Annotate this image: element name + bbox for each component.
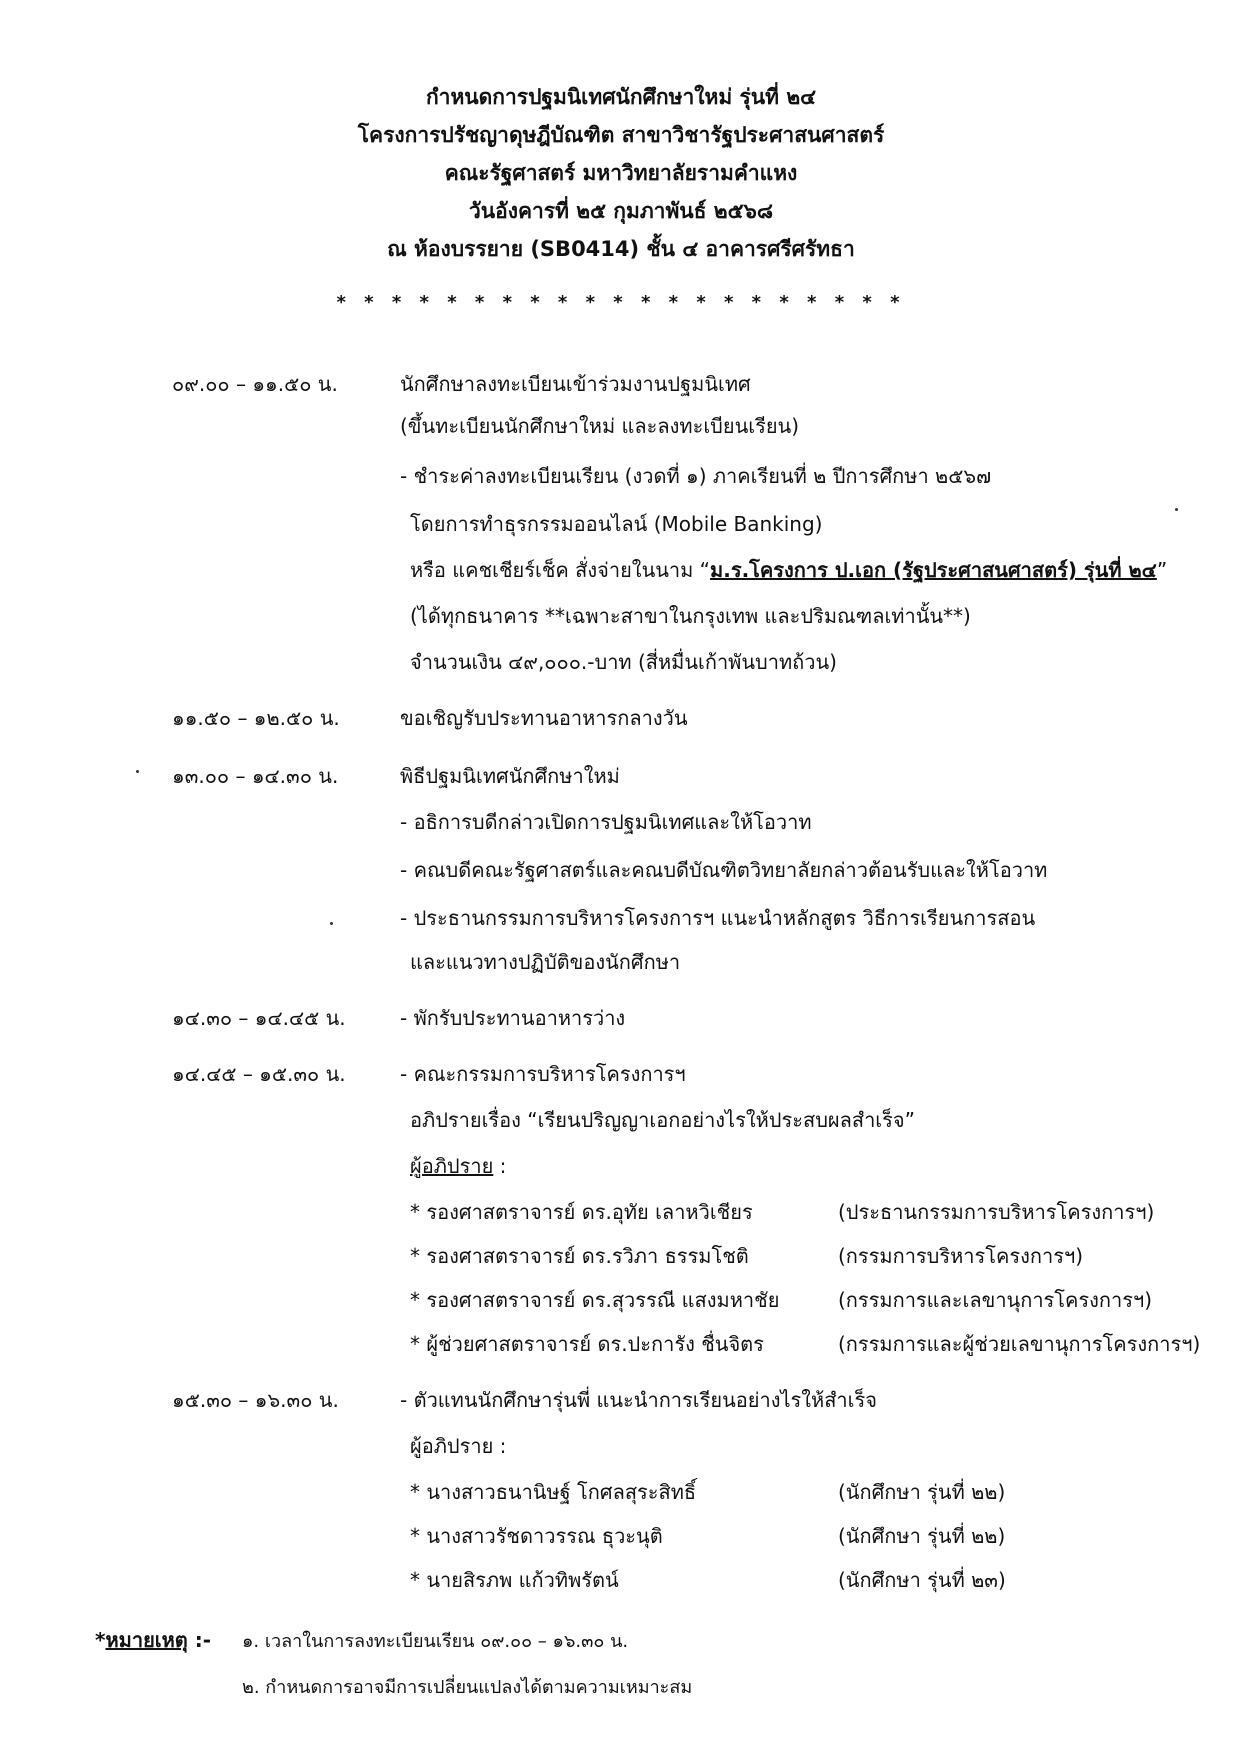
header-date: วันอังคารที่ ๒๕ กุมภาพันธ์ ๒๕๖๘ — [468, 199, 774, 223]
cheque-prefix: หรือ แคชเชียร์เช็ค สั่งจ่ายในนาม “ — [410, 558, 711, 582]
session-1-subtitle: (ขึ้นทะเบียนนักศึกษาใหม่ และลงทะเบียนเรียน) — [400, 414, 800, 438]
session-6-speaker-name: * นางสาวธนานิษฐ์ โกศลสุระสิทธิ์ — [410, 1480, 697, 1504]
note-item-2: ๒. กำหนดการอาจมีการเปลี่ยนแปลงได้ตามความเหมาะสม — [242, 1677, 693, 1698]
session-5-speaker-role: (กรรมการบริหารโครงการฯ) — [838, 1244, 1083, 1268]
separator-stars: * * * * * * * * * * * * * * * * * * * * * — [336, 292, 906, 313]
speakers-label-text: ผู้อภิปราย — [410, 1154, 494, 1178]
notes-heading — [95, 1624, 211, 1656]
notes-star: * — [95, 1628, 106, 1652]
session-5-speaker-role: (กรรมการและผู้ช่วยเลขานุการโครงการฯ) — [838, 1332, 1201, 1356]
session-5-speaker-role: (กรรมการและเลขานุการโครงการฯ) — [838, 1288, 1153, 1312]
session-5-speaker-name: * รองศาสตราจารย์ ดร.สุวรรณี แสงมหาชัย — [410, 1288, 780, 1312]
session-1-amount: จำนวนเงิน ๔๙,๐๐๐.-บาท (สี่หมื่นเก้าพันบาทถ้วน) — [410, 650, 837, 674]
notes-label: หมายเหตุ — [105, 1628, 188, 1652]
session-6-speaker-role: (นักศึกษา รุ่นที่ ๒๒) — [838, 1524, 1006, 1548]
header-title: กำหนดการปฐมนิเทศนักศึกษาใหม่ รุ่นที่ ๒๔ — [425, 85, 817, 109]
session-6-title: - ตัวแทนนักศึกษารุ่นพี่ แนะนำการเรียนอย่างไรให้สำเร็จ — [400, 1388, 877, 1412]
speakers-label-colon: : — [493, 1154, 507, 1178]
session-3-item-3: - ประธานกรรมการบริหารโครงการฯ แนะนำหลักสูตร วิธีการเรียนการสอน — [400, 906, 1036, 930]
session-3-item-1: - อธิการบดีกล่าวเปิดการปฐมนิเทศและให้โอวาท — [400, 810, 812, 834]
session-5-speaker-name: * รองศาสตราจารย์ ดร.รวิภา ธรรมโชติ — [410, 1244, 749, 1268]
header-faculty: คณะรัฐศาสตร์ มหาวิทยาลัยรามคำแหง — [444, 161, 798, 185]
document-header — [0, 78, 1242, 268]
header-program: โครงการปรัชญาดุษฎีบัณฑิต สาขาวิชารัฐประศาสนศาสตร์ — [357, 123, 885, 147]
session-2-title: ขอเชิญรับประทานอาหารกลางวัน — [400, 706, 688, 730]
session-2-time: ๑๑.๕๐ – ๑๒.๕๐ น. — [172, 706, 340, 730]
session-1-time: ๐๙.๐๐ – ๑๑.๕๐ น. — [172, 372, 338, 396]
note-item-1: ๑. เวลาในการลงทะเบียนเรียน ๐๙.๐๐ – ๑๖.๓๐ น. — [242, 1631, 629, 1652]
session-3-item-2: - คณบดีคณะรัฐศาสตร์และคณบดีบัณฑิตวิทยาลัยกล่าวต้อนรับและให้โอวาท — [400, 858, 1048, 882]
session-5-topic: อภิปรายเรื่อง “เรียนปริญญาเอกอย่างไรให้ประสบผลสำเร็จ” — [410, 1108, 915, 1132]
session-6-speakers-label: ผู้อภิปราย : — [410, 1434, 507, 1458]
session-5-speakers-label — [410, 1150, 506, 1182]
session-4-time: ๑๔.๓๐ – ๑๔.๔๕ น. — [172, 1006, 346, 1030]
session-6-time: ๑๕.๓๐ – ๑๖.๓๐ น. — [172, 1388, 339, 1412]
notes-sep: :- — [187, 1628, 212, 1652]
session-1-payment: - ชำระค่าลงทะเบียนเรียน (งวดที่ ๑) ภาคเรียนที่ ๒ ปีการศึกษา ๒๕๖๗ — [400, 464, 992, 488]
session-5-speaker-role: (ประธานกรรมการบริหารโครงการฯ) — [838, 1200, 1155, 1224]
session-1-banks: (ได้ทุกธนาคาร **เฉพาะสาขาในกรุงเทพ และปริมณฑลเท่านั้น**) — [410, 604, 971, 628]
session-5-title: - คณะกรรมการบริหารโครงการฯ — [400, 1062, 686, 1086]
session-6-speaker-role: (นักศึกษา รุ่นที่ ๒๓) — [838, 1568, 1006, 1592]
scan-speck — [1175, 508, 1178, 511]
session-6-speaker-name: * นายสิรภพ แก้วทิพรัตน์ — [410, 1568, 619, 1592]
session-6-speaker-name: * นางสาวรัชดาวรรณ ธุวะนุติ — [410, 1524, 663, 1548]
scan-speck — [136, 770, 139, 773]
session-1-cheque — [410, 554, 1167, 586]
session-3-time: ๑๓.๐๐ – ๑๔.๓๐ น. — [172, 764, 339, 788]
session-5-speaker-name: * รองศาสตราจารย์ ดร.อุทัย เลาหวิเชียร — [410, 1200, 753, 1224]
scan-speck — [330, 922, 333, 925]
cheque-payee: ม.ร.โครงการ ป.เอก (รัฐประศาสนศาสตร์) รุ่นที่ ๒๔ — [710, 558, 1157, 582]
session-4-title: - พักรับประทานอาหารว่าง — [400, 1006, 626, 1030]
session-3-title: พิธีปฐมนิเทศนักศึกษาใหม่ — [400, 764, 620, 788]
cheque-suffix: ” — [1156, 558, 1168, 582]
session-5-time: ๑๔.๔๕ – ๑๕.๓๐ น. — [172, 1062, 346, 1086]
header-venue: ณ ห้องบรรยาย (SB0414) ชั้น ๔ อาคารศรีศรัทธา — [387, 237, 855, 261]
session-5-speaker-name: * ผู้ช่วยศาสตราจารย์ ดร.ปะการัง ชื่นจิตร — [410, 1332, 764, 1356]
session-3-item-3-cont: และแนวทางปฏิบัติของนักศึกษา — [410, 950, 681, 974]
session-6-speaker-role: (นักศึกษา รุ่นที่ ๒๒) — [838, 1480, 1006, 1504]
session-1-title: นักศึกษาลงทะเบียนเข้าร่วมงานปฐมนิเทศ — [400, 372, 751, 396]
session-1-online: โดยการทำธุรกรรมออนไลน์ (Mobile Banking) — [410, 512, 823, 536]
